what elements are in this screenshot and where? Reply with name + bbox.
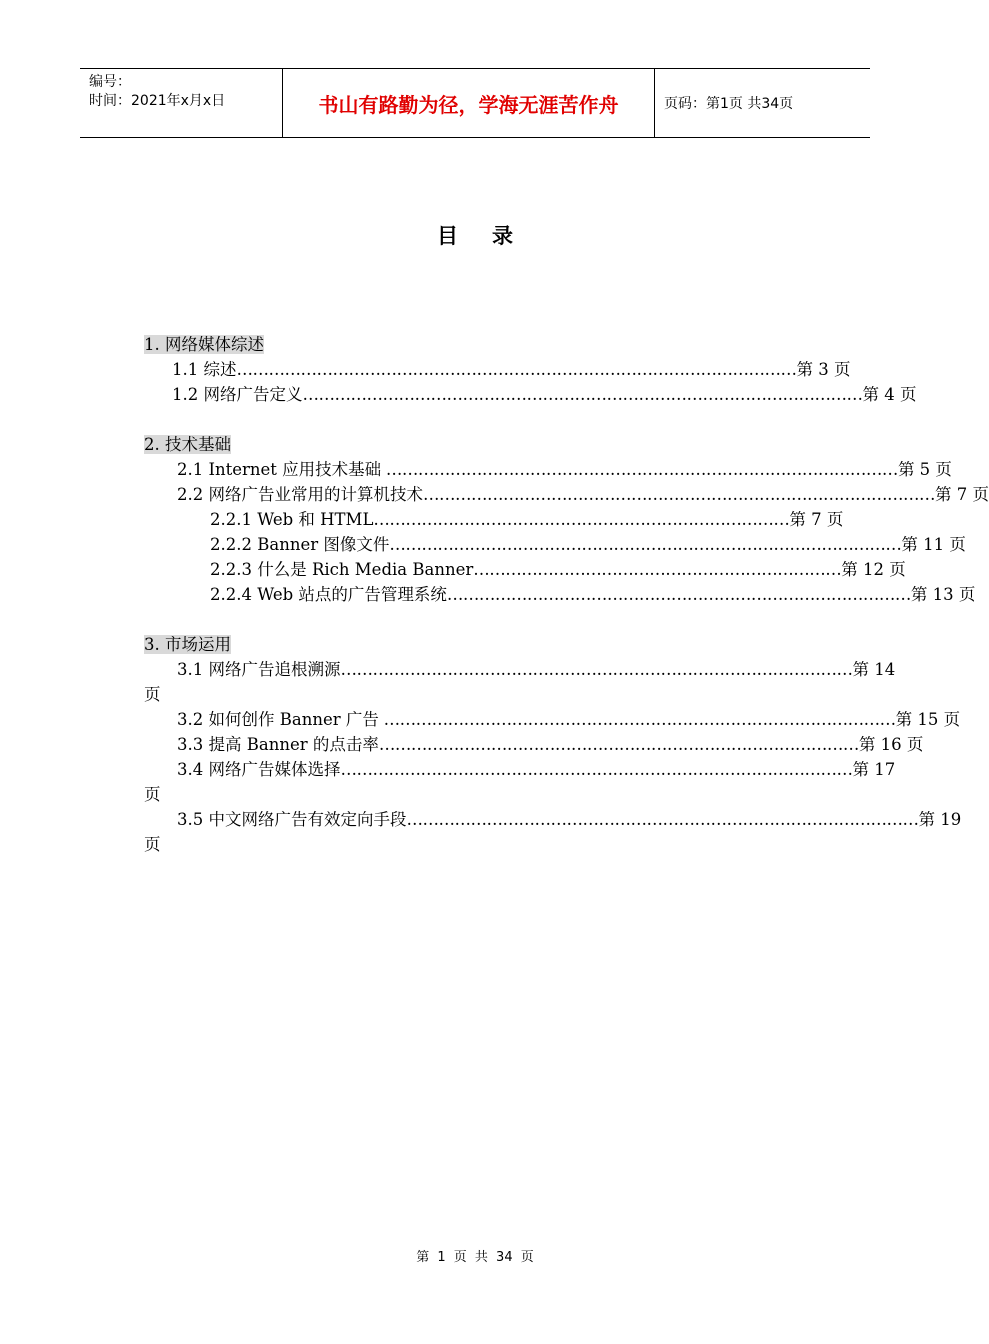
toc-entry[interactable]	[210, 585, 976, 605]
toc-entry[interactable]	[177, 810, 962, 830]
toc-leader: ……………………………………………………………………………………	[340, 760, 853, 779]
toc-title: 目录	[437, 224, 547, 248]
header-table	[80, 68, 870, 138]
toc-entry[interactable]	[210, 535, 966, 555]
toc-entry-continuation: 页	[144, 785, 161, 804]
toc-entry[interactable]	[177, 460, 952, 480]
toc-entry[interactable]	[177, 760, 896, 780]
toc-section-heading: 1. 网络媒体综述	[144, 335, 264, 354]
toc-section-heading: 3. 市场运用	[144, 635, 231, 654]
toc-leader: ……………………………………………………………………………………	[381, 460, 898, 479]
toc-leader: ……………………………………………………………………………………………	[302, 385, 863, 404]
toc-entry-title: 2.2 网络广告业常用的计算机技术	[177, 485, 423, 504]
number-label: 编号：	[89, 74, 131, 90]
toc-entry-title: 2.2.3 什么是 Rich Media Banner	[210, 560, 474, 579]
toc-entry[interactable]	[210, 560, 906, 580]
header-page-cell	[655, 69, 870, 137]
toc-entry-title: 2.2.1 Web 和 HTML	[210, 510, 374, 529]
toc-leader: ……………………………………………………………………………	[446, 585, 911, 604]
toc-entry-page: 第 14	[852, 660, 896, 679]
toc-entry[interactable]	[177, 735, 924, 755]
toc-leader: ……………………………………………………………	[473, 560, 842, 579]
toc-entry-title: 2.2.2 Banner 图像文件	[210, 535, 390, 554]
toc-entry-title: 2.1 Internet 应用技术基础	[177, 460, 382, 479]
page-info: 页码：第1页 共34页	[664, 96, 794, 112]
toc-entry-page: 第 16 页	[858, 735, 924, 754]
toc-entry-page: 第 5 页	[897, 460, 952, 479]
toc-entry-page: 第 17	[852, 760, 896, 779]
toc-leader: ……………………………………………………………………………………	[389, 535, 902, 554]
toc-entry-title: 1.1 综述	[172, 360, 237, 379]
motto-text: 书山有路勤为径，学海无涯苦作舟	[318, 92, 619, 117]
toc-leader: ………………………………………………………………………………	[378, 735, 859, 754]
toc-entry-page: 第 7 页	[789, 510, 844, 529]
toc-entry[interactable]	[172, 385, 917, 405]
toc-entry-page: 第 15 页	[895, 710, 961, 729]
date-label: 时间：2021年x月x日	[89, 93, 226, 109]
toc-entry-page: 第 7 页	[935, 485, 989, 504]
toc-leader: ……………………………………………………………………………………	[340, 660, 853, 679]
toc-entry-continuation: 页	[144, 835, 161, 854]
toc-entry-page: 第 11 页	[901, 535, 966, 554]
toc-leader: ……………………………………………………………………………………	[406, 810, 919, 829]
toc-entry[interactable]	[172, 360, 851, 380]
header-motto-cell	[282, 69, 655, 137]
toc-entry-continuation: 页	[144, 685, 161, 704]
toc-entry-title: 3.1 网络广告追根溯源	[177, 660, 341, 679]
toc-entry-page: 第 4 页	[862, 385, 917, 404]
toc-entry[interactable]	[210, 510, 844, 530]
toc-leader: ……………………………………………………………………………………	[378, 710, 896, 729]
toc-entry-page: 第 12 页	[841, 560, 906, 579]
toc-entry[interactable]	[177, 710, 961, 730]
toc-entry-page: 第 3 页	[796, 360, 851, 379]
toc-entry[interactable]	[177, 485, 989, 505]
toc-entry[interactable]	[177, 660, 896, 680]
toc-entry-title: 3.3 提高 Banner 的点击率	[177, 735, 379, 754]
page-footer: 第 1 页 共 34 页	[416, 1250, 534, 1265]
toc-entry-title: 3.4 网络广告媒体选择	[177, 760, 341, 779]
toc-leader: ……………………………………………………………………………………………	[236, 360, 797, 379]
toc-entry-title: 2.2.4 Web 站点的广告管理系统	[210, 585, 447, 604]
header-meta-cell	[80, 69, 282, 137]
toc-entry-title: 3.2 如何创作 Banner 广告	[177, 710, 379, 729]
toc-entry-title: 3.5 中文网络广告有效定向手段	[177, 810, 407, 829]
toc-section-heading: 2. 技术基础	[144, 435, 231, 454]
toc-leader: ……………………………………………………………………………………	[423, 485, 935, 504]
toc-entry-title: 1.2 网络广告定义	[172, 385, 303, 404]
toc-entry-page: 第 19	[918, 810, 962, 829]
toc-leader: ……………………………………………………………………	[373, 510, 790, 529]
toc-entry-page: 第 13 页	[910, 585, 976, 604]
